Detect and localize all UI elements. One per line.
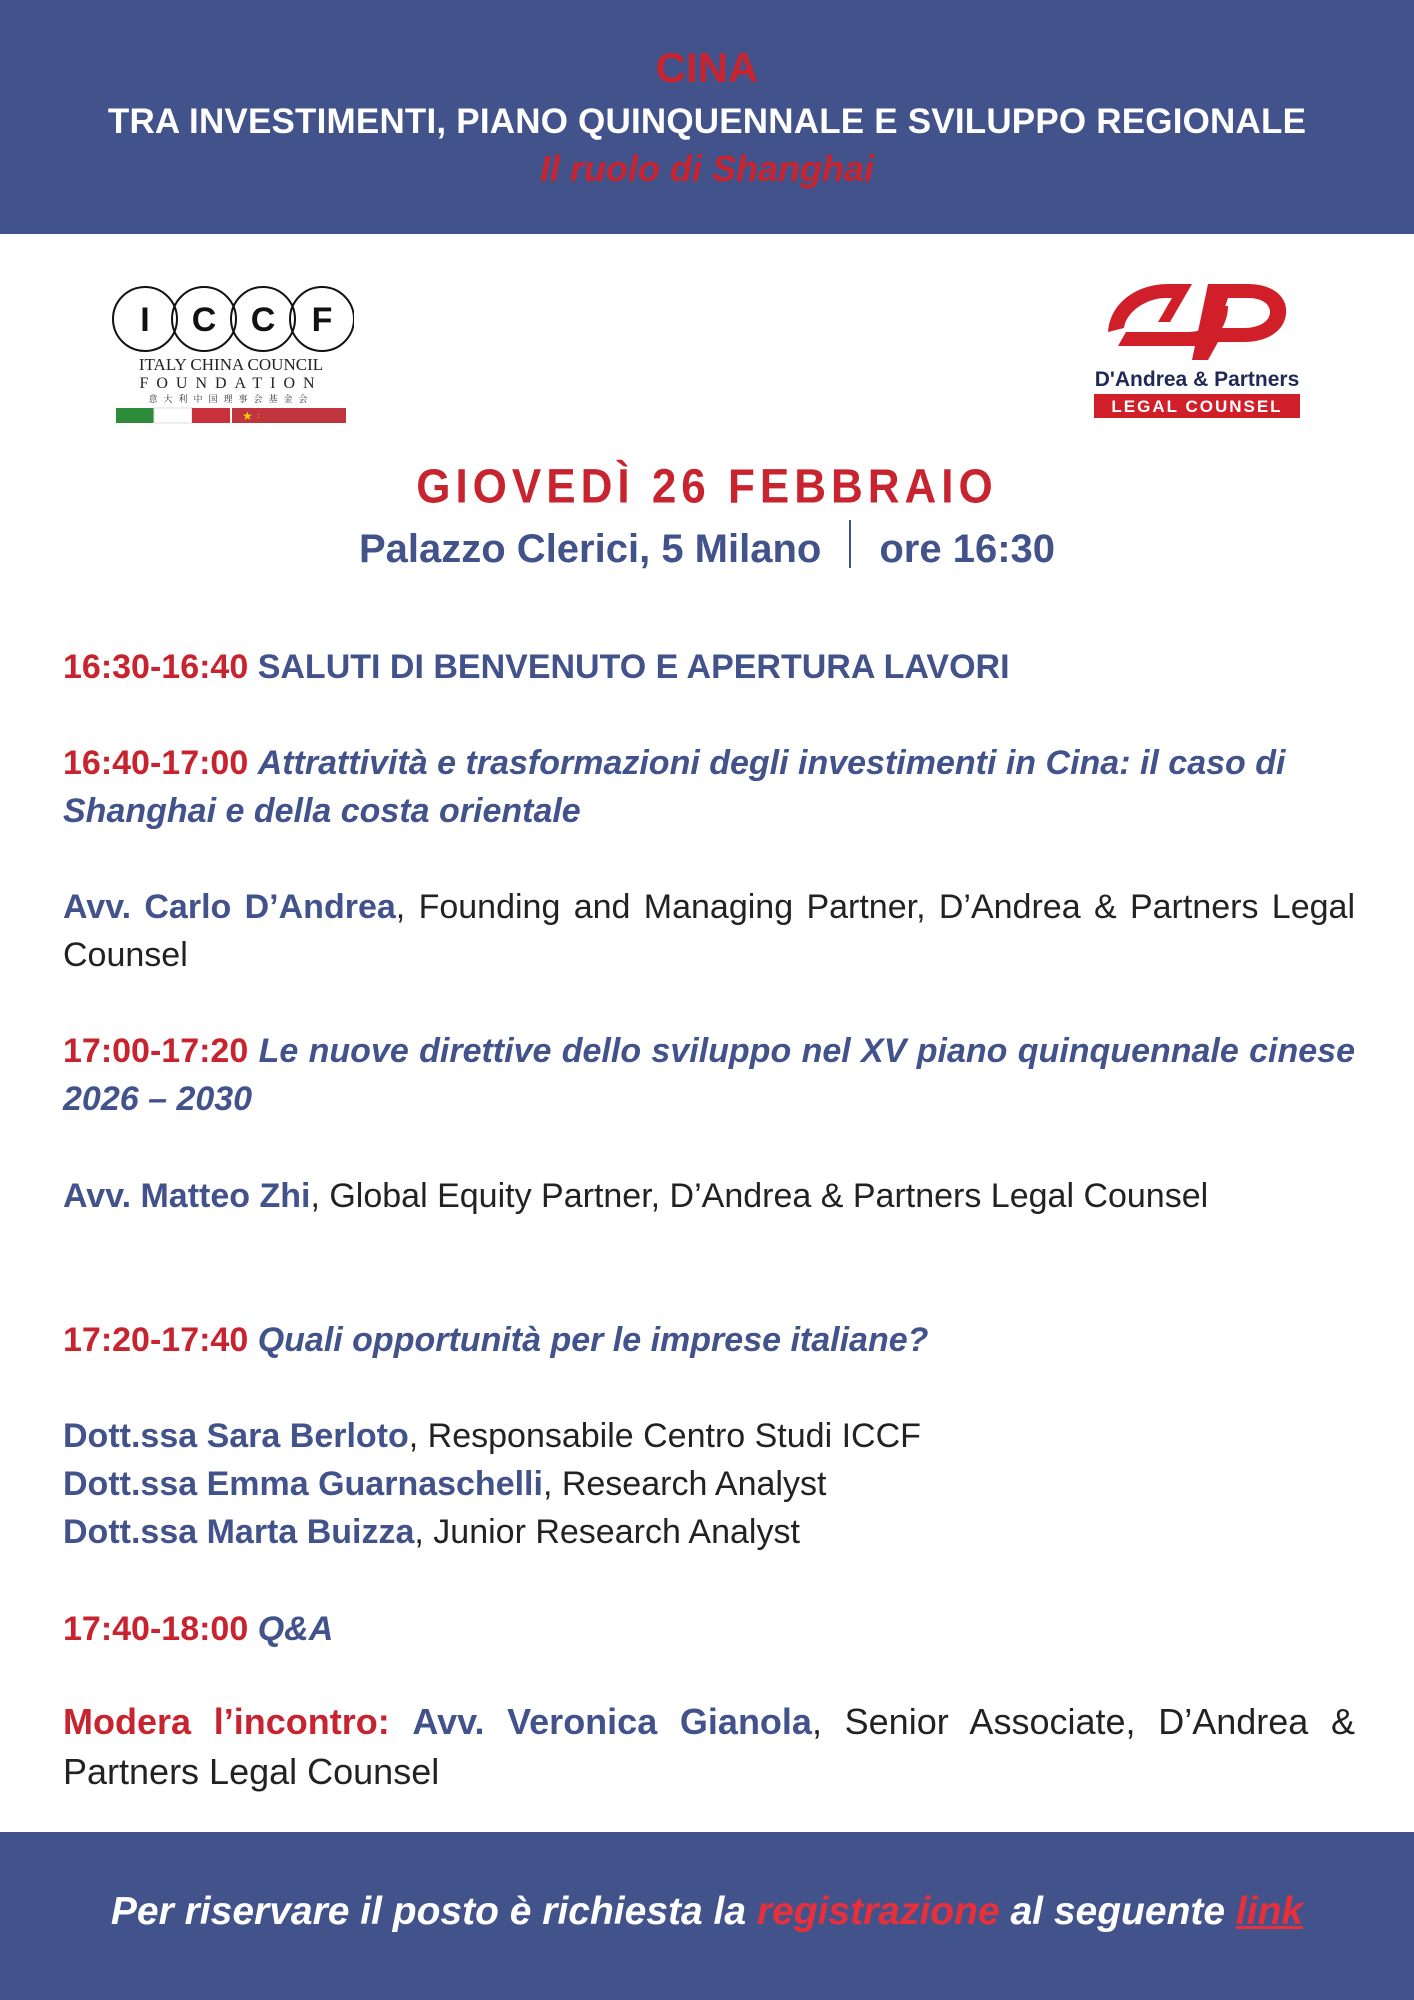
agenda-time: 17:40-18:00 [63, 1610, 249, 1648]
speaker [63, 883, 1355, 979]
agenda-item [63, 1027, 1355, 1123]
speaker [63, 1172, 1355, 1220]
speaker [63, 1460, 1355, 1508]
speaker-role: , Responsabile Centro Studi ICCF [408, 1417, 921, 1455]
speaker [63, 1412, 1355, 1460]
event-subtitle: TRA INVESTIMENTI, PIANO QUINQUENNALE E SVILUPPO REGIONALE [107, 102, 1307, 141]
speaker-name: Dott.ssa Emma Guarnaschelli [63, 1465, 543, 1503]
iccf-logo [108, 282, 354, 432]
agenda-time: 16:40-17:00 [63, 744, 249, 782]
agenda-title: SALUTI DI BENVENUTO E APERTURA LAVORI [257, 648, 1010, 686]
flag-green [116, 408, 154, 423]
registration-text [0, 1890, 1414, 1934]
event-venue: Palazzo Clerici, 5 Milano [358, 527, 822, 571]
event-tagline: Il ruolo di Shanghai [539, 148, 874, 189]
dap-logo [1088, 262, 1306, 422]
moderator-role: , Senior Associate, D’Andrea & Partners Legal Counsel [63, 1701, 1355, 1792]
dap-badge-text: LEGAL COUNSEL [1111, 397, 1283, 416]
iccf-line2: FOUNDATION [139, 375, 323, 392]
agenda-title: Le nuove direttive dello sviluppo nel XV piano quinquennale cinese 2026 – 2030 [63, 1032, 1355, 1118]
agenda-title: Quali opportunità per le imprese italiane? [257, 1321, 929, 1359]
moderator [63, 1697, 1355, 1797]
footer-text-middle: al seguente [999, 1890, 1236, 1933]
header-banner [0, 0, 1414, 234]
star-icon: ★ [242, 409, 253, 423]
iccf-line1: ITALY CHINA COUNCIL [138, 355, 324, 374]
agenda-time: 17:00-17:20 [63, 1032, 249, 1070]
agenda-item [63, 1605, 1355, 1653]
agenda-time: 16:30-16:40 [63, 648, 249, 686]
registration-link[interactable]: link [1235, 1890, 1304, 1933]
speaker-role: , Founding and Managing Partner, D’Andrea & Partners Legal Counsel [63, 888, 1355, 974]
speaker-name: Avv. Carlo D’Andrea [63, 888, 396, 926]
speaker-name: Avv. Matteo Zhi [63, 1177, 311, 1215]
speaker [63, 1508, 1355, 1556]
logo-mark-left [1108, 284, 1192, 332]
iccf-chinese: 意大利中国理事会基金会 [148, 395, 314, 405]
flag-white [154, 408, 192, 423]
moderator-label: Modera l’incontro: [63, 1701, 390, 1742]
divider [849, 520, 851, 568]
agenda-item [63, 1316, 1355, 1364]
event-time: ore 16:30 [879, 527, 1056, 571]
agenda-item [63, 739, 1355, 835]
agenda-title: Q&A [257, 1610, 334, 1648]
registration-highlight: registrazione [756, 1890, 1000, 1933]
flag-red [192, 408, 230, 423]
dap-name: D'Andrea & Partners [1094, 368, 1300, 391]
footer-banner [0, 1832, 1414, 2000]
agenda-time: 17:20-17:40 [63, 1321, 249, 1359]
speaker-role: , Junior Research Analyst [414, 1513, 800, 1551]
event-title: CINA [655, 44, 759, 91]
footer-text-before: Per riservare il posto è richiesta la [110, 1890, 757, 1933]
iccf-letter: C [250, 301, 276, 339]
agenda-item [63, 643, 1355, 691]
iccf-letter: C [191, 301, 217, 339]
iccf-letter: I [140, 301, 150, 339]
speaker-role: , Global Equity Partner, D’Andrea & Partners Legal Counsel [310, 1177, 1209, 1215]
agenda-title: Attrattività e trasformazioni degli investimenti in Cina: il caso di Shanghai e della costa orientale [63, 744, 1286, 830]
speaker-name: Dott.ssa Sara Berloto [63, 1417, 409, 1455]
iccf-letter: F [311, 301, 333, 339]
event-date: GIOVEDÌ 26 FEBBRAIO [416, 459, 998, 514]
star-icon: : [257, 411, 260, 420]
speaker-role: , Research Analyst [542, 1465, 827, 1503]
event-place-line [0, 520, 1414, 572]
moderator-name: Avv. Veronica Gianola [412, 1701, 812, 1742]
speaker-name: Dott.ssa Marta Buizza [63, 1513, 415, 1551]
logo-mark-right [1192, 284, 1286, 360]
